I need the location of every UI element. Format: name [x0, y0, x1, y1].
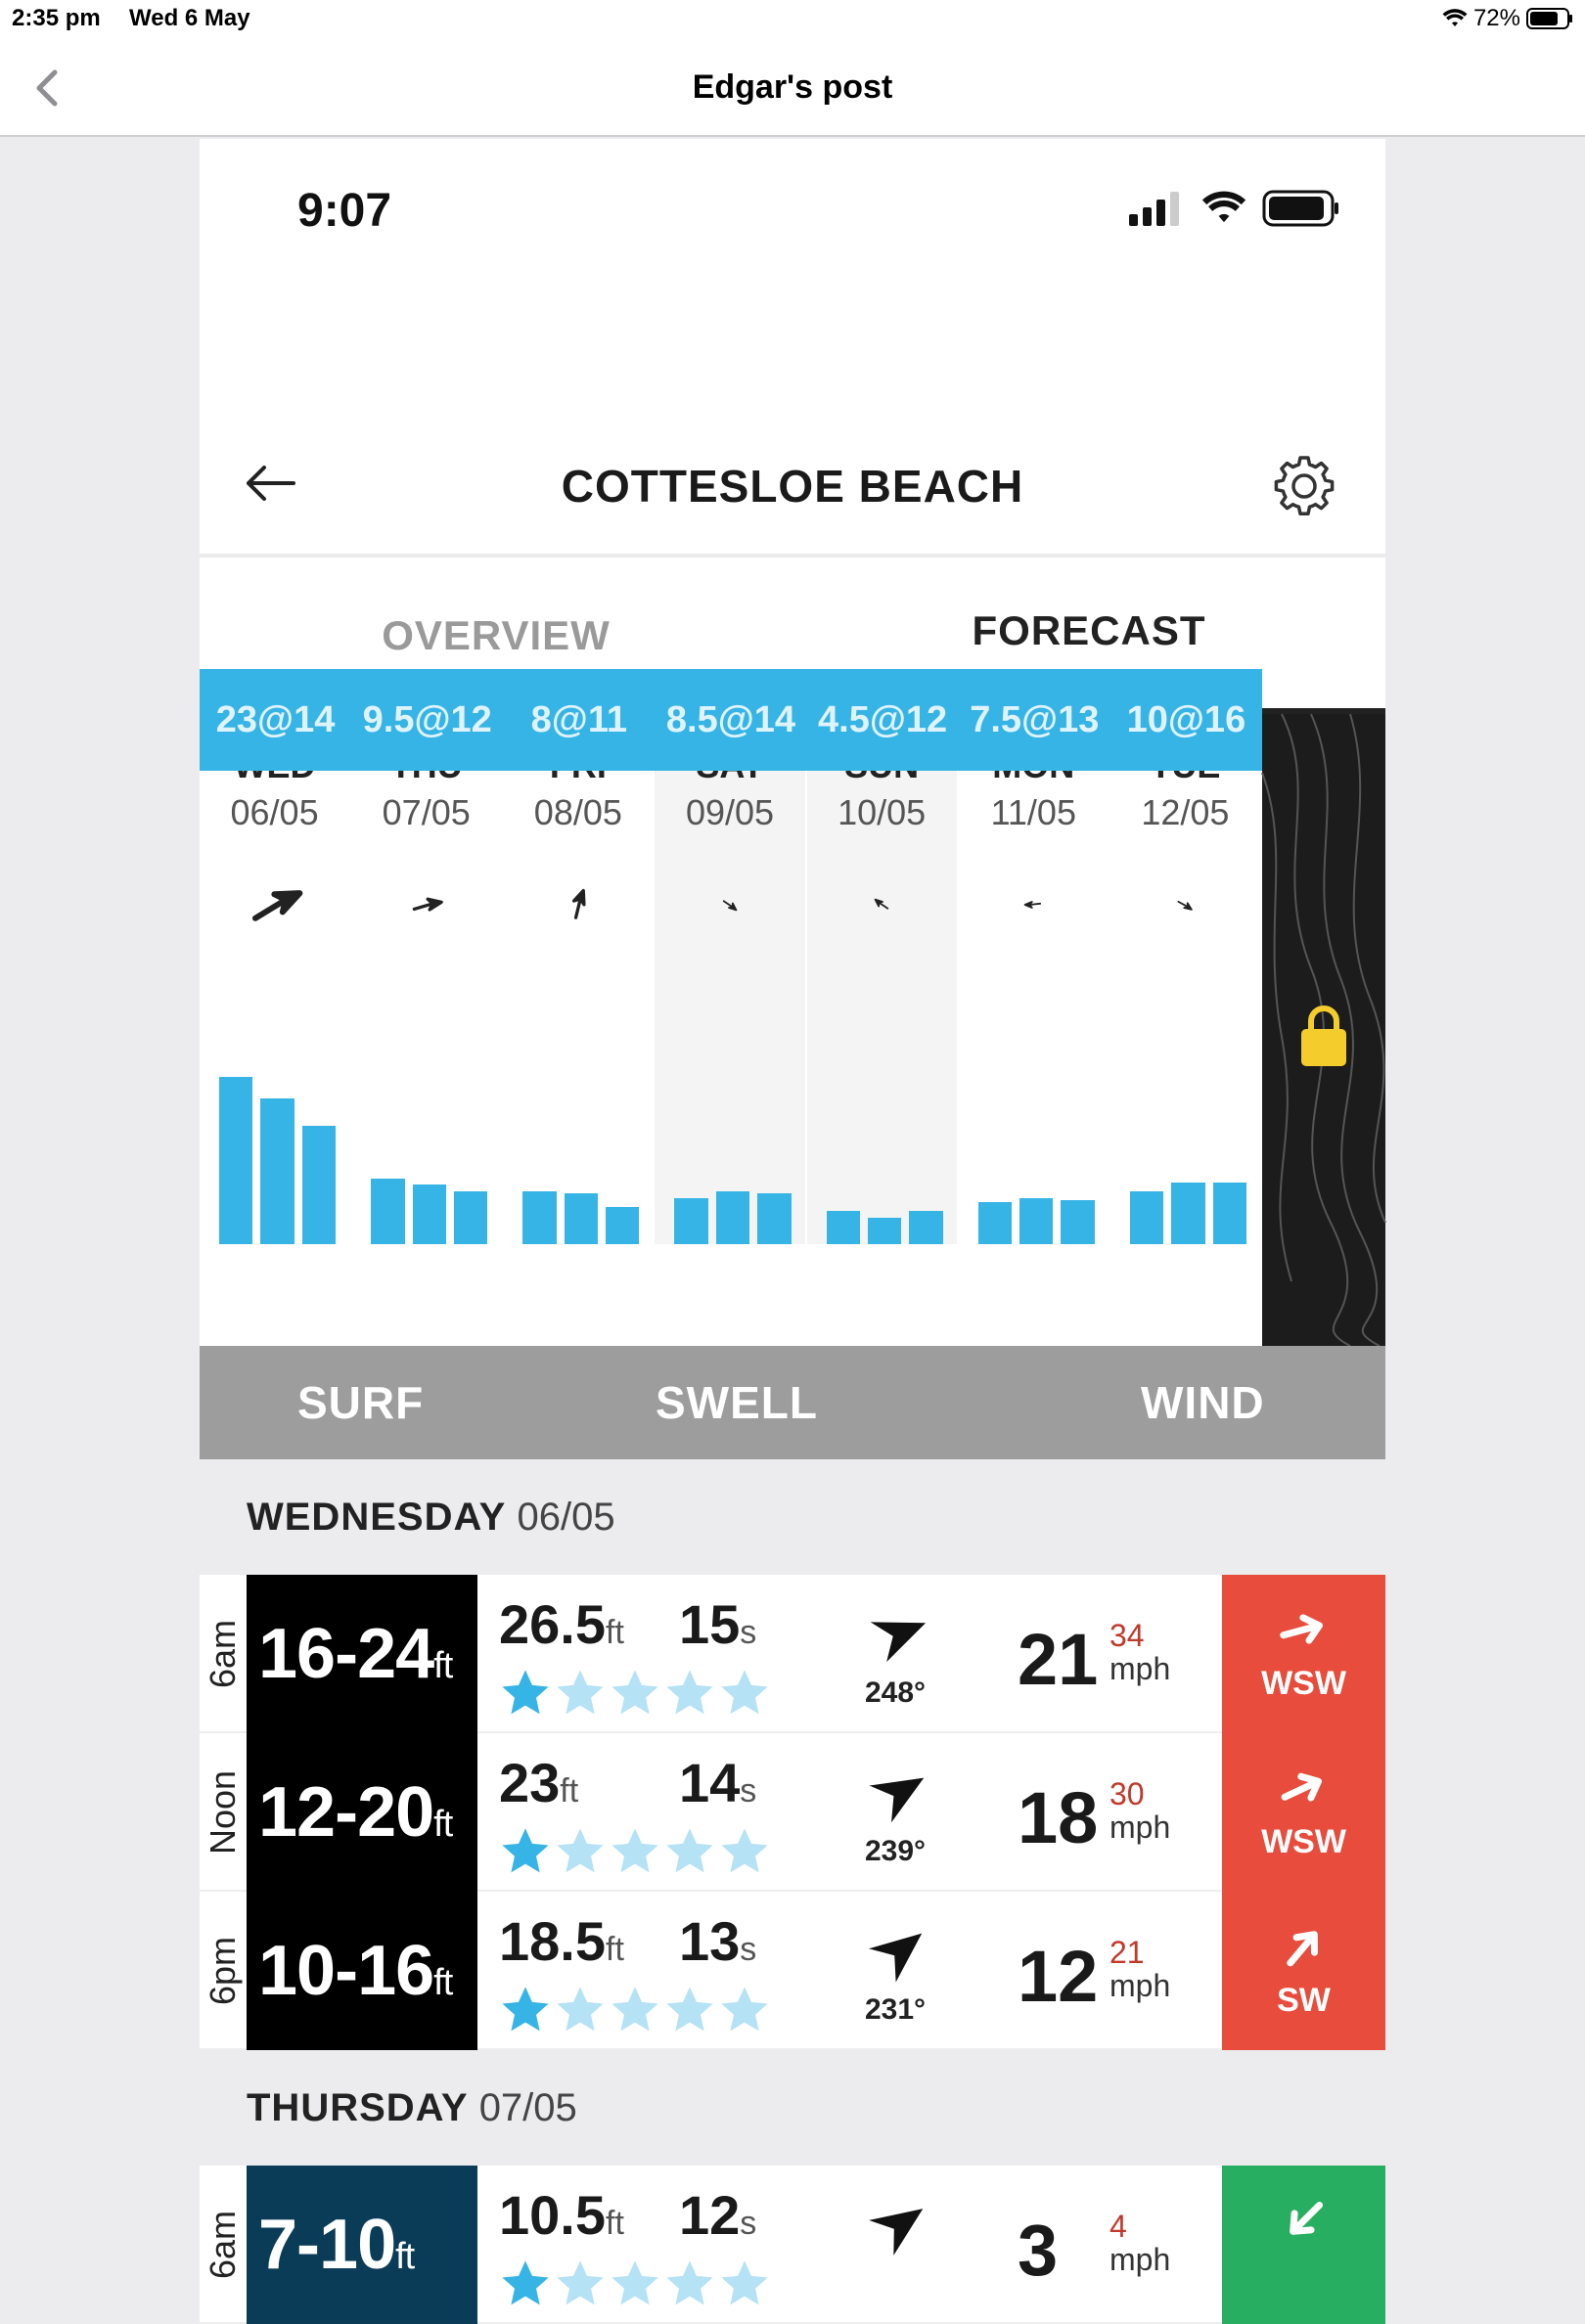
rating-star-icon — [499, 1667, 552, 1720]
signal-icon — [1129, 191, 1186, 226]
post-title: Edgar's post — [692, 68, 893, 106]
day-column[interactable] — [1110, 714, 1260, 1244]
rating-star-icon — [499, 1984, 552, 2036]
forecast-summary-strip — [200, 669, 1262, 771]
rating-star-icon — [663, 1667, 716, 1720]
wave-bar — [1019, 1198, 1053, 1244]
day-summary: 9.5@12 — [362, 699, 492, 740]
wave-bar — [606, 1207, 639, 1244]
wave-bar — [454, 1191, 487, 1244]
wave-bars — [351, 1049, 501, 1244]
time-label — [200, 2166, 247, 2324]
time-text: Noon — [203, 1769, 243, 1855]
swell-height: 18.5ft — [499, 1910, 624, 1972]
tab-overview[interactable]: OVERVIEW — [382, 612, 611, 658]
swell-period: 15s — [679, 1593, 757, 1655]
wave-bar — [371, 1179, 404, 1244]
surf-height-cell — [247, 2166, 477, 2324]
day-header-date: 07/05 — [478, 2086, 577, 2129]
wave-bar — [827, 1211, 860, 1244]
wind-speed: 3 — [1018, 2210, 1059, 2291]
rating-stars — [499, 1667, 771, 1720]
wind-arrow-icon — [1151, 871, 1219, 944]
forecast-chart[interactable] — [200, 714, 1262, 1346]
ipad-nav-bar — [0, 39, 1585, 137]
swell-direction-icon — [863, 1757, 941, 1825]
swell-degrees: 239° — [865, 1835, 927, 1867]
wave-bars — [959, 1049, 1109, 1244]
wave-bar — [522, 1191, 556, 1244]
day-header — [200, 1459, 1385, 1575]
surf-height-cell — [247, 1575, 477, 1733]
swell-period: 12s — [679, 2184, 757, 2246]
rating-star-icon — [718, 2257, 771, 2310]
wind-unit: mph — [1110, 1810, 1171, 1845]
swell-direction-icon — [863, 2189, 941, 2257]
time-label — [200, 1733, 247, 1892]
day-header-name: WEDNESDAY — [247, 1496, 507, 1539]
wind-direction-icon — [1275, 1602, 1334, 1662]
day-column[interactable] — [655, 714, 804, 1244]
wave-bars — [1110, 1049, 1260, 1244]
wind-gust: 30 — [1110, 1776, 1145, 1811]
phone-status-bar — [200, 139, 1385, 276]
wave-bar — [716, 1191, 749, 1244]
wave-bar — [1130, 1191, 1163, 1244]
wind-arrow-icon — [696, 871, 764, 944]
swell-direction-icon — [863, 1598, 941, 1667]
wind-direction-cell — [1222, 2166, 1385, 2324]
day-summary: 4.5@12 — [818, 699, 948, 740]
wind-direction-icon — [1275, 2193, 1334, 2253]
wave-bars — [200, 1049, 349, 1244]
chart-mode-tabs — [200, 1346, 1385, 1459]
day-summary: 8.5@14 — [665, 699, 796, 740]
wifi-icon — [1442, 9, 1468, 28]
day-header — [200, 2050, 1385, 2166]
rating-star-icon — [554, 1984, 607, 2036]
wind-direction-cell — [1222, 1892, 1385, 2050]
contour-pattern — [1262, 714, 1385, 1346]
wave-bar — [868, 1218, 901, 1244]
status-right — [1442, 5, 1573, 32]
day-date: 06/05 — [230, 792, 319, 832]
wave-bars — [807, 1049, 957, 1244]
forecast-row[interactable] — [200, 1892, 1385, 2050]
day-summary: 7.5@13 — [970, 699, 1100, 740]
forecast-row[interactable] — [200, 1733, 1385, 1892]
phone-status-icons — [1129, 190, 1340, 227]
wind-speed: 12 — [1018, 1936, 1099, 2017]
battery-percent: 72% — [1472, 5, 1520, 31]
wave-bars — [655, 1049, 804, 1244]
rating-star-icon — [554, 1825, 607, 1878]
rating-star-icon — [609, 1825, 661, 1878]
wind-arrow-icon — [847, 871, 916, 944]
swell-degrees: 231° — [865, 1993, 927, 2026]
rating-star-icon — [663, 1984, 716, 2036]
wind-speed: 21 — [1018, 1619, 1099, 1700]
phone-status-time: 9:07 — [297, 185, 392, 237]
wind-direction-label: SW — [1277, 1982, 1331, 2019]
wind-gust: 21 — [1110, 1935, 1145, 1970]
wave-bar — [413, 1184, 446, 1244]
day-column[interactable] — [200, 714, 349, 1244]
locked-day-panel[interactable] — [1262, 714, 1385, 1346]
rating-star-icon — [554, 2257, 607, 2310]
rating-stars — [499, 2257, 771, 2310]
ipad-status-bar — [0, 0, 1585, 39]
wind-arrow-icon — [544, 871, 612, 944]
wave-bar — [909, 1211, 942, 1244]
wave-bar — [219, 1077, 252, 1244]
swell-direction-icon — [863, 1915, 941, 1984]
rating-star-icon — [554, 1667, 607, 1720]
battery-icon — [1262, 190, 1340, 227]
rating-star-icon — [663, 2257, 716, 2310]
tab-forecast[interactable]: FORECAST — [792, 558, 1385, 714]
spot-title: COTTESLOE BEACH — [561, 461, 1024, 512]
rating-stars — [499, 1984, 771, 2036]
wind-unit: mph — [1110, 1968, 1171, 2003]
rating-star-icon — [609, 1984, 661, 2036]
wifi-icon — [1201, 191, 1246, 226]
time-text: 6am — [203, 1619, 243, 1689]
rating-star-icon — [718, 1825, 771, 1878]
wave-bar — [565, 1193, 598, 1244]
rating-star-icon — [663, 1825, 716, 1878]
wave-bar — [757, 1193, 791, 1244]
status-time: 2:35 pm — [12, 5, 101, 31]
swell-height: 23ft — [499, 1752, 579, 1813]
wind-unit: mph — [1110, 1651, 1171, 1686]
time-label — [200, 1892, 247, 2050]
post-image[interactable] — [200, 139, 1385, 2291]
wind-direction-cell — [1222, 1733, 1385, 1892]
wave-bar — [260, 1098, 294, 1244]
subtab-surf[interactable]: SURF — [297, 1377, 425, 1428]
rating-star-icon — [499, 1825, 552, 1878]
wind-direction-icon — [1275, 1919, 1334, 1979]
surf-height: 12-20ft — [258, 1773, 453, 1852]
time-text: 6pm — [203, 1936, 243, 2006]
wind-arrow-icon — [999, 871, 1067, 944]
day-column[interactable] — [503, 714, 653, 1244]
wind-arrow-icon — [241, 871, 309, 944]
wave-bars — [503, 1049, 653, 1244]
wave-bar — [674, 1198, 707, 1244]
wave-bar — [1171, 1183, 1204, 1244]
swell-period: 14s — [679, 1752, 757, 1813]
wind-arrow-icon — [392, 871, 461, 944]
surf-height: 16-24ft — [258, 1615, 453, 1693]
forecast-row[interactable] — [200, 2166, 1385, 2324]
forecast-row[interactable] — [200, 1575, 1385, 1733]
battery-icon — [1526, 8, 1573, 29]
wind-unit: mph — [1110, 2242, 1171, 2277]
wave-bar — [1061, 1200, 1094, 1244]
time-label — [200, 1575, 247, 1733]
wind-direction-label: WSW — [1261, 1665, 1346, 1702]
day-column[interactable] — [807, 714, 957, 1244]
status-date: Wed 6 May — [129, 5, 250, 31]
day-date: 10/05 — [838, 792, 927, 832]
day-header-date: 06/05 — [517, 1496, 615, 1539]
rating-star-icon — [609, 2257, 661, 2310]
wave-bar — [302, 1126, 336, 1244]
surf-height-cell — [247, 1733, 477, 1892]
day-date: 09/05 — [685, 792, 775, 832]
rating-star-icon — [718, 1984, 771, 2036]
rating-stars — [499, 1825, 771, 1878]
day-column[interactable] — [351, 714, 501, 1244]
gear-icon[interactable] — [1272, 454, 1336, 518]
wind-direction-icon — [1275, 1761, 1334, 1820]
surf-height-cell — [247, 1892, 477, 2050]
swell-height: 26.5ft — [499, 1593, 624, 1655]
rating-star-icon — [499, 2257, 552, 2310]
subtab-swell[interactable]: SWELL — [656, 1377, 818, 1428]
wind-gust: 4 — [1110, 2209, 1127, 2244]
surf-height: 10-16ft — [258, 1932, 453, 2010]
rating-star-icon — [609, 1667, 661, 1720]
subtab-wind[interactable]: WIND — [1141, 1377, 1265, 1428]
day-date: 12/05 — [1141, 792, 1230, 832]
rating-star-icon — [718, 1667, 771, 1720]
day-summary: 10@16 — [1126, 699, 1246, 740]
swell-degrees: 248° — [865, 1676, 927, 1709]
swell-period: 13s — [679, 1910, 757, 1972]
day-summary: 8@11 — [530, 699, 628, 740]
day-header-name: THURSDAY — [247, 2086, 469, 2129]
wind-gust: 34 — [1110, 1618, 1145, 1653]
time-text: 6am — [203, 2210, 243, 2280]
swell-height: 10.5ft — [499, 2184, 624, 2246]
wave-bar — [1213, 1183, 1246, 1244]
wind-direction-cell — [1222, 1575, 1385, 1733]
day-column[interactable] — [959, 714, 1109, 1244]
day-date: 11/05 — [990, 792, 1076, 832]
wind-direction-label: WSW — [1261, 1823, 1346, 1860]
app-header — [200, 276, 1385, 554]
day-summary: 23@14 — [215, 699, 336, 740]
day-date: 07/05 — [382, 792, 471, 832]
wave-bar — [978, 1202, 1012, 1244]
surf-height: 7-10ft — [258, 2206, 415, 2284]
day-date: 08/05 — [533, 792, 622, 832]
wind-speed: 18 — [1018, 1777, 1099, 1858]
